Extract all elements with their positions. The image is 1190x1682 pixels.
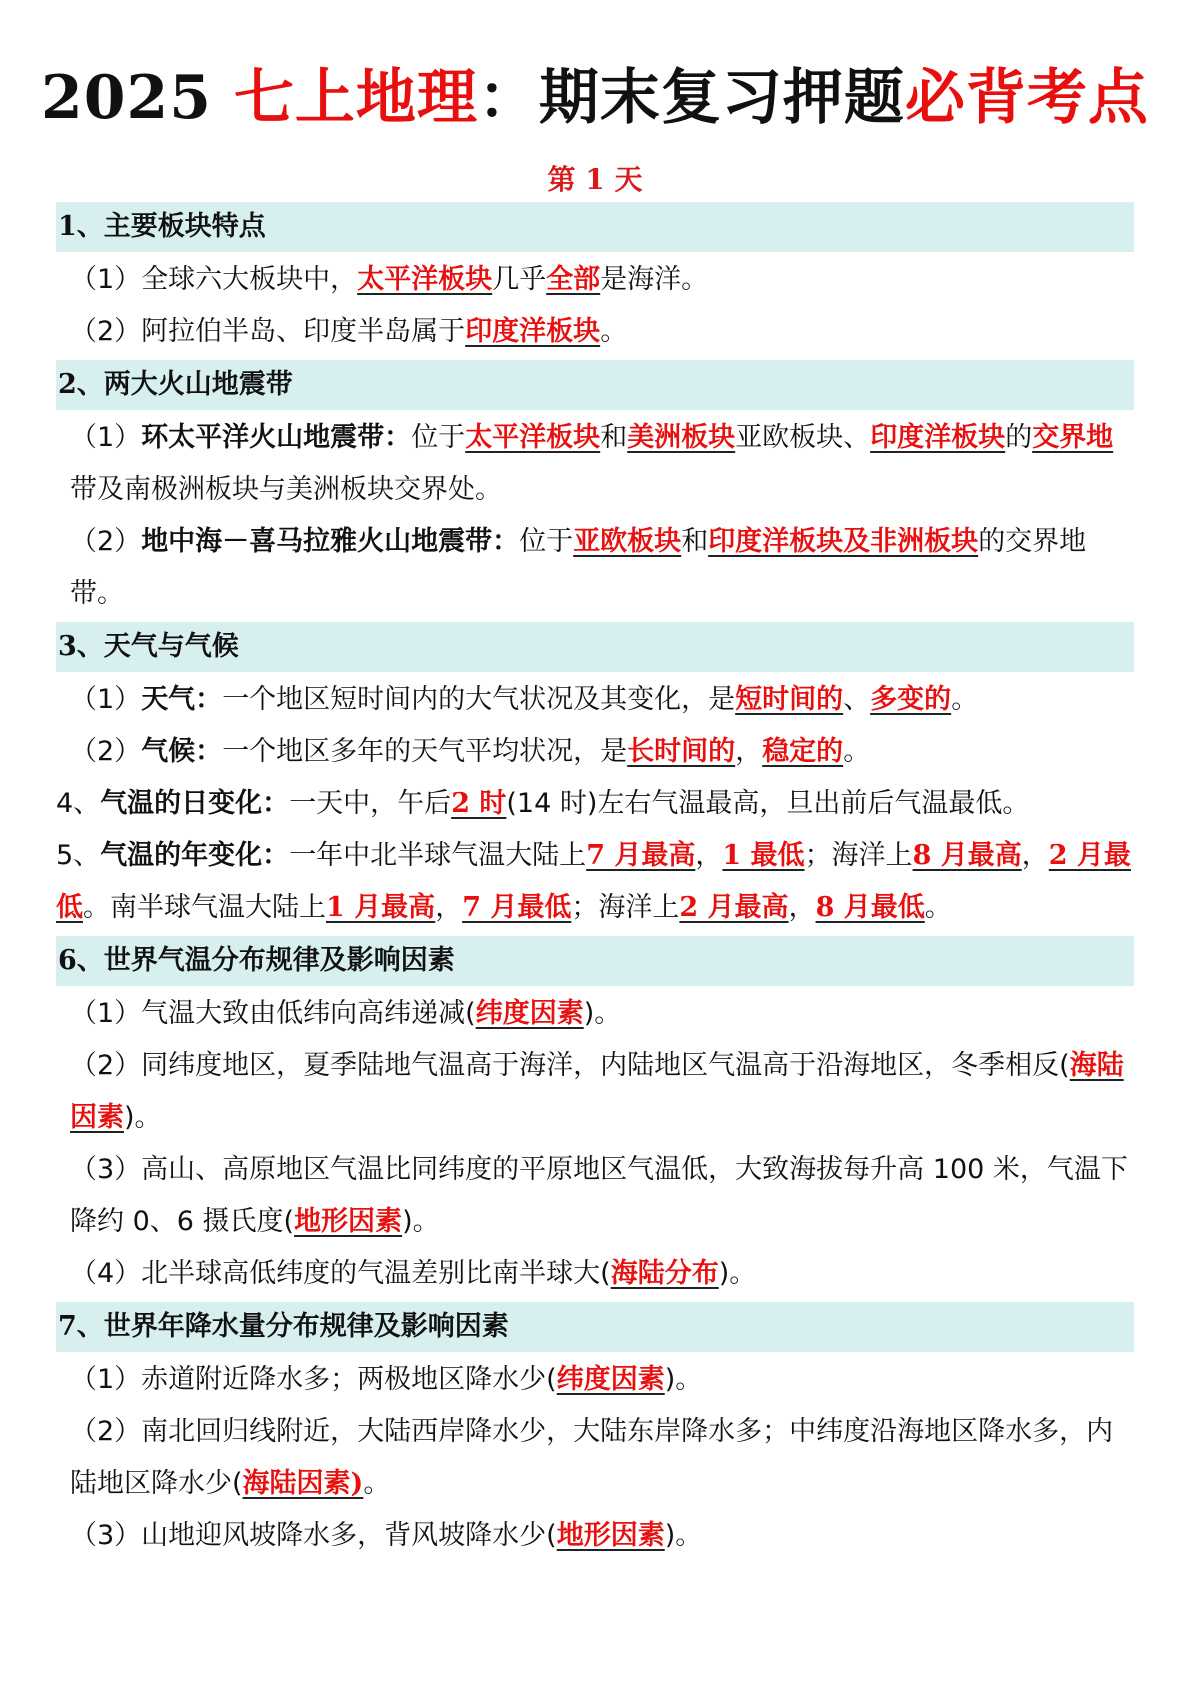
- keyword: 太平洋板块: [465, 422, 601, 453]
- text: 5、: [56, 840, 101, 871]
- text: 的交界地带。: [70, 526, 1087, 609]
- term: 天气：: [141, 684, 223, 715]
- keyword: 长时间的: [627, 736, 736, 767]
- text: )。: [583, 998, 622, 1029]
- keyword: 印度洋板块及非洲板块: [708, 526, 979, 557]
- text: ，: [695, 840, 723, 871]
- keyword: 亚欧板块: [573, 526, 682, 557]
- keyword: 7 月最低: [462, 892, 572, 923]
- text: )。: [718, 1258, 757, 1289]
- s2-item-1: [56, 412, 1134, 516]
- content: [56, 200, 1134, 1562]
- keyword: 2 时: [451, 788, 507, 819]
- section-5-paragraph: [56, 830, 1134, 934]
- text: 一个地区短时间内的大气状况及其变化，是: [222, 684, 736, 715]
- text: （1）: [70, 684, 142, 715]
- keyword: 短时间的: [735, 684, 844, 715]
- text: （1）赤道附近降水多；两极地区降水少(: [70, 1364, 557, 1395]
- text: 4、: [56, 788, 101, 819]
- s7-item-1: [56, 1354, 1134, 1406]
- term: 气温的年变化：: [100, 840, 290, 871]
- text: 带及南极洲板块与美洲板块交界处。: [70, 474, 502, 505]
- text: （1）气温大致由低纬向高纬递减(: [70, 998, 476, 1029]
- section-7-heading: 7、世界年降水量分布规律及影响因素: [56, 1302, 1134, 1352]
- text: 位于: [519, 526, 574, 557]
- text: 。: [363, 1468, 391, 1499]
- text: （2）阿拉伯半岛、印度半岛属于: [70, 316, 466, 347]
- text: ，: [735, 736, 763, 767]
- text: 和: [681, 526, 709, 557]
- keyword: 美洲板块: [627, 422, 736, 453]
- section-6-heading: 6、世界气温分布规律及影响因素: [56, 936, 1134, 986]
- text: 。: [843, 736, 871, 767]
- s6-item-2: [56, 1040, 1134, 1144]
- keyword: 地形因素: [294, 1206, 403, 1237]
- text: （1）全球六大板块中，: [70, 264, 358, 295]
- s6-item-1: [56, 988, 1134, 1040]
- s6-item-3: [56, 1144, 1134, 1248]
- text: )。: [124, 1102, 162, 1133]
- keyword: 交界地: [1032, 422, 1114, 453]
- text: 。: [951, 684, 979, 715]
- keyword: 2 月最低: [56, 840, 1131, 923]
- text: ，: [1021, 840, 1049, 871]
- keyword: 太平洋板块: [357, 264, 493, 295]
- term: 环太平洋火山地震带：: [141, 422, 412, 453]
- keyword: 海陆因素: [70, 1050, 1124, 1133]
- text: 位于: [411, 422, 466, 453]
- keyword: 8 月最高: [912, 840, 1022, 871]
- keyword: 印度洋板块: [465, 316, 601, 347]
- text: 一天中，午后: [289, 788, 452, 819]
- text: 是海洋。: [600, 264, 709, 295]
- term: 地中海－喜马拉雅火山地震带：: [141, 526, 520, 557]
- title-year: 2025: [41, 63, 234, 133]
- keyword: 7 月最高: [586, 840, 696, 871]
- text: 。: [600, 316, 628, 347]
- section-4-paragraph: [56, 778, 1134, 830]
- keyword: 地形因素: [556, 1520, 665, 1551]
- keyword: 1 月最高: [326, 892, 436, 923]
- text: ；海洋上: [804, 840, 913, 871]
- text: （3）山地迎风坡降水多，背风坡降水少(: [70, 1520, 557, 1551]
- text: 的: [1005, 422, 1033, 453]
- keyword: 全部: [546, 264, 601, 295]
- keyword: 8 月最低: [815, 892, 925, 923]
- text: （2）: [70, 526, 142, 557]
- text: （2）南北回归线附近，大陆西岸降水少，大陆东岸降水多；中纬度沿海地区降水多，内陆地区降水少(: [70, 1416, 1114, 1499]
- title-mid: ：期末复习押题: [477, 63, 905, 133]
- day-label: 第 1 天: [547, 163, 643, 196]
- s7-item-3: [56, 1510, 1134, 1562]
- section-1-heading: 1、主要板块特点: [56, 202, 1134, 252]
- keyword: 印度洋板块: [870, 422, 1006, 453]
- keyword: 纬度因素: [475, 998, 584, 1029]
- title-tail: 必背考点: [904, 63, 1149, 133]
- s6-item-4: [56, 1248, 1134, 1300]
- text: 、: [843, 684, 871, 715]
- s2-item-2: [56, 516, 1134, 620]
- s1-item-2: [56, 306, 1134, 358]
- text: （4）北半球高低纬度的气温差别比南半球大(: [70, 1258, 611, 1289]
- text: （2）: [70, 736, 142, 767]
- text: )。: [664, 1364, 703, 1395]
- keyword: 海陆分布: [610, 1258, 719, 1289]
- term: 气温的日变化：: [100, 788, 290, 819]
- text: 和: [600, 422, 628, 453]
- keyword: 稳定的: [762, 736, 844, 767]
- text: （1）: [70, 422, 142, 453]
- section-2-heading: 2、两大火山地震带: [56, 360, 1134, 410]
- keyword: 海陆因素): [242, 1468, 364, 1499]
- text: 。: [924, 892, 952, 923]
- text: 几乎: [492, 264, 547, 295]
- text: )。: [664, 1520, 703, 1551]
- text: (14 时)左右气温最高，旦出前后气温最低。: [506, 788, 1030, 819]
- s7-item-2: [56, 1406, 1134, 1510]
- term: 气候：: [141, 736, 223, 767]
- text: 一年中北半球气温大陆上: [289, 840, 587, 871]
- text: ，: [788, 892, 816, 923]
- page-title: [0, 58, 1190, 138]
- text: ；海洋上: [571, 892, 680, 923]
- text: ，: [435, 892, 463, 923]
- s1-item-1: [56, 254, 1134, 306]
- text: )。: [402, 1206, 440, 1237]
- section-3-heading: 3、天气与气候: [56, 622, 1134, 672]
- keyword: 1 最低: [722, 840, 805, 871]
- text: （2）同纬度地区，夏季陆地气温高于海洋，内陆地区气温高于沿海地区，冬季相反(: [70, 1050, 1070, 1081]
- keyword: 2 月最高: [679, 892, 789, 923]
- title-subject: 七上地理: [233, 63, 478, 133]
- s3-item-2: [56, 726, 1134, 778]
- keyword: 纬度因素: [556, 1364, 665, 1395]
- text: 。南半球气温大陆上: [83, 892, 326, 923]
- text: 一个地区多年的天气平均状况，是: [222, 736, 628, 767]
- text: （3）高山、高原地区气温比同纬度的平原地区气温低，大致海拔每升高 100 米，气温下降约 0、6 摄氏度(: [70, 1154, 1128, 1237]
- text: 亚欧板块、: [735, 422, 871, 453]
- s3-item-1: [56, 674, 1134, 726]
- keyword: 多变的: [870, 684, 952, 715]
